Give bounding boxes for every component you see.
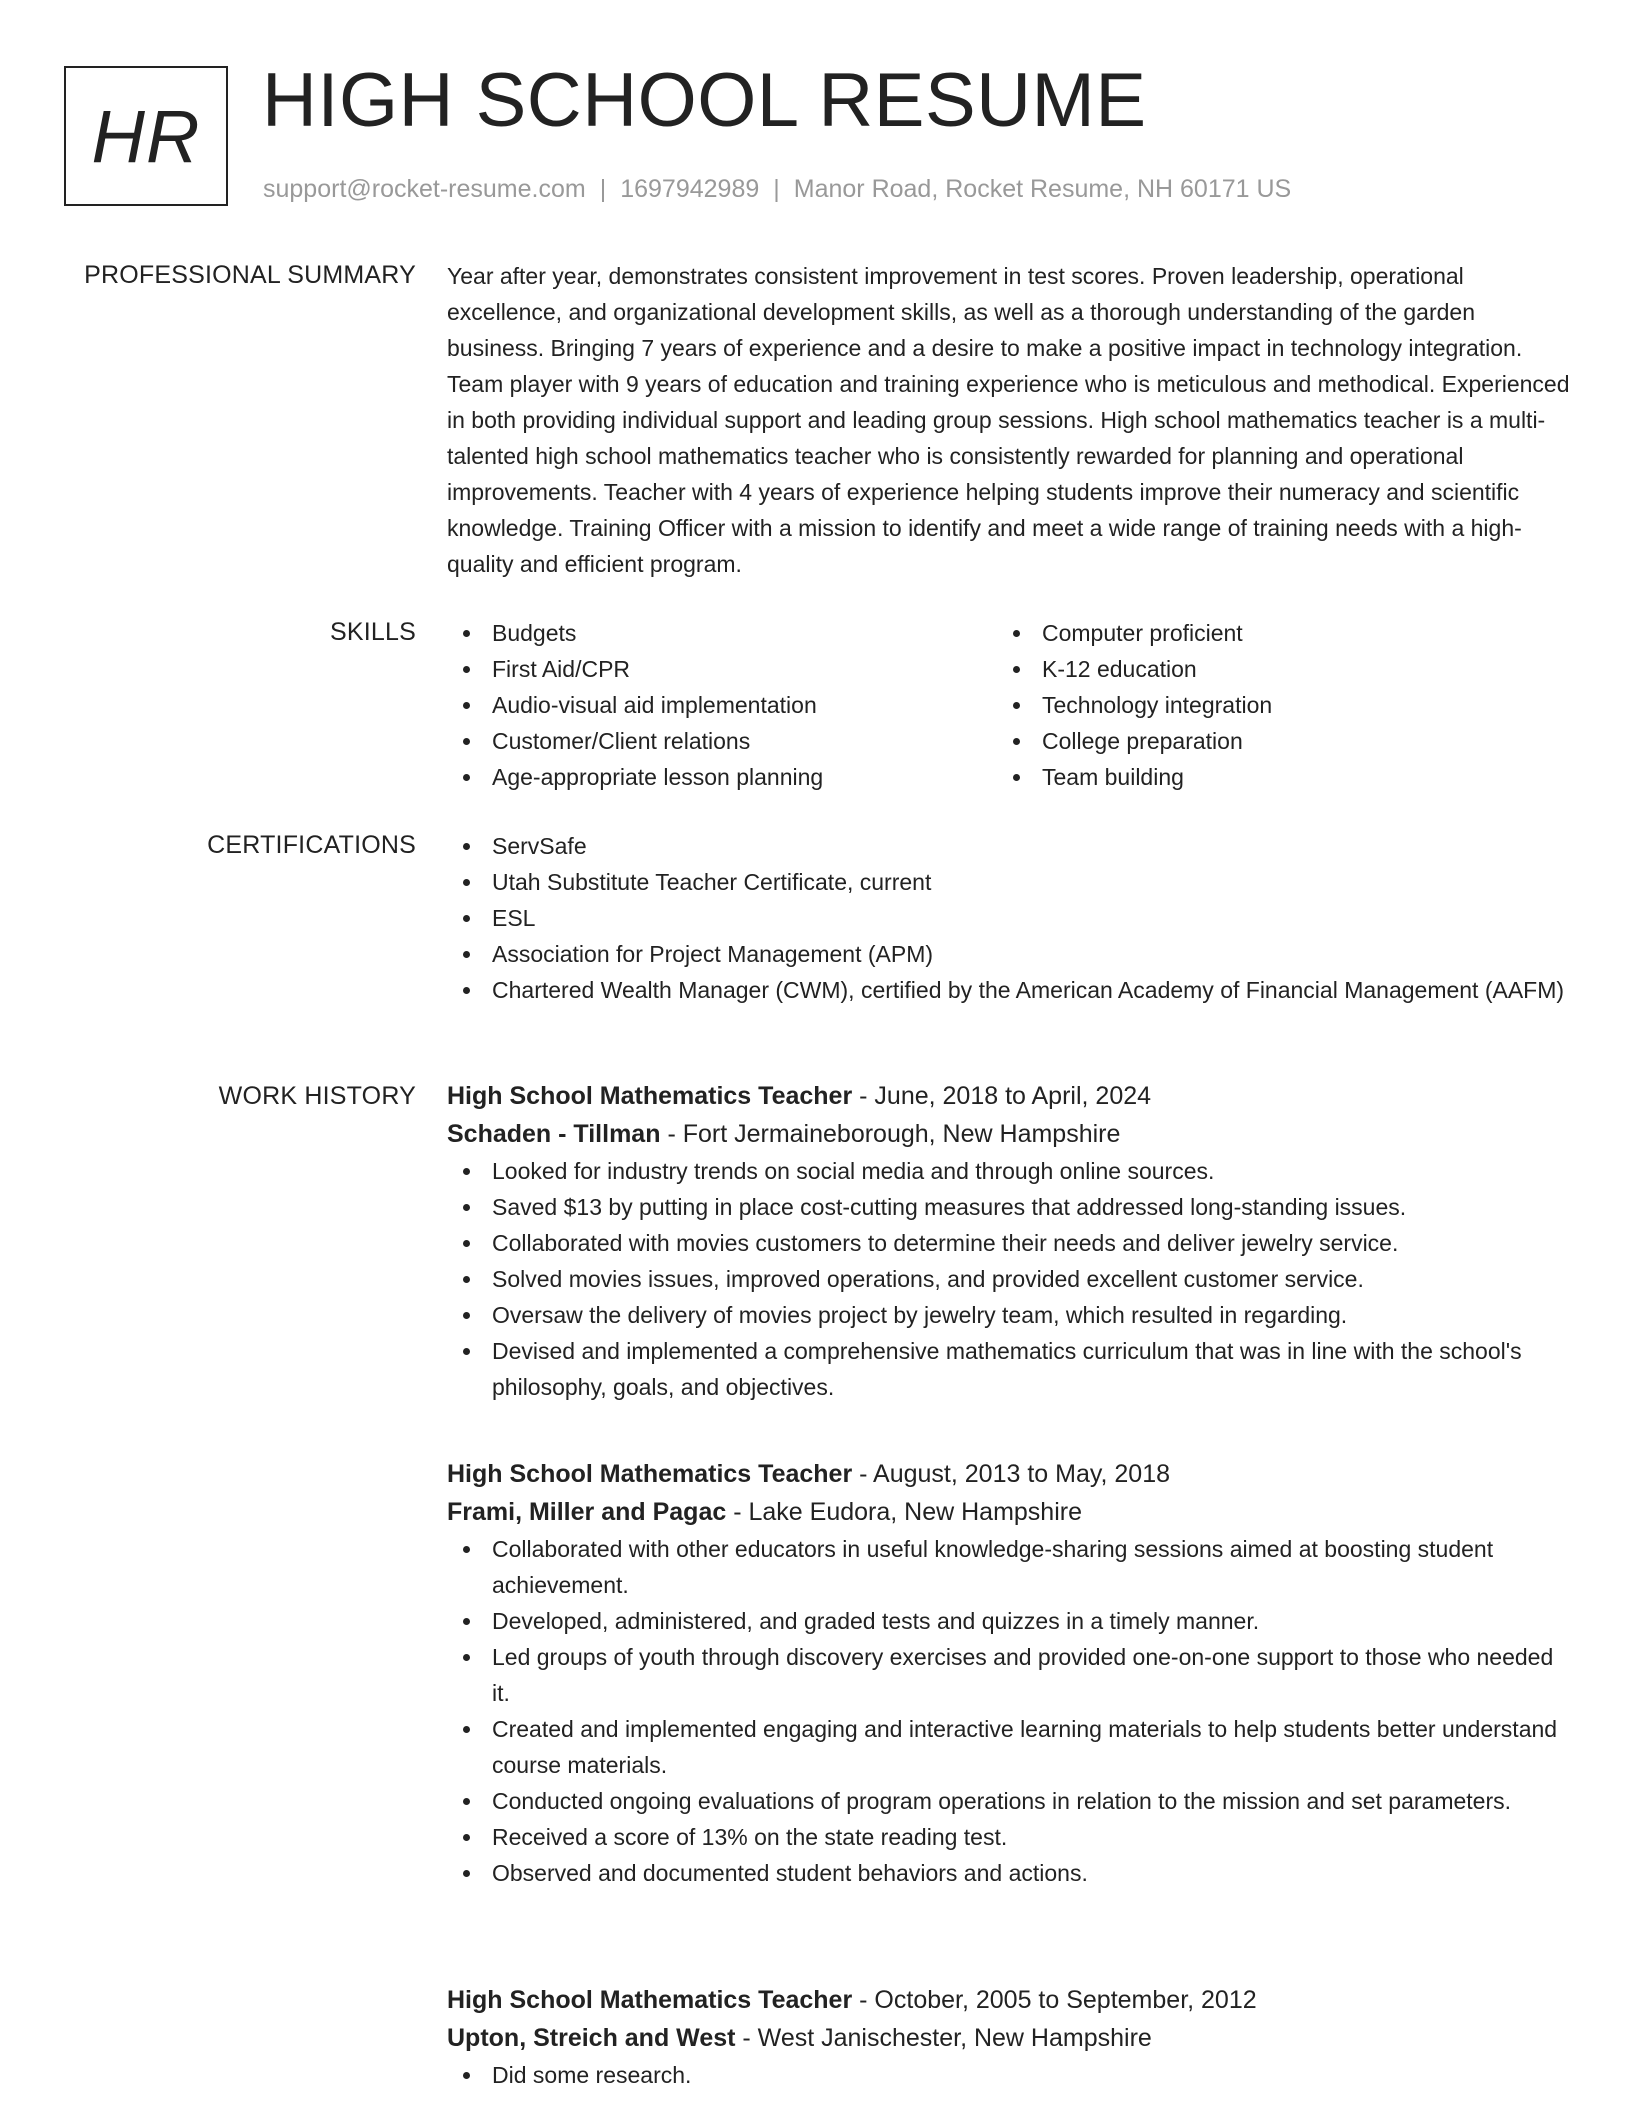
skill-item: Team building xyxy=(997,759,1547,795)
job-title: High School Mathematics Teacher xyxy=(447,1082,853,1110)
contact-separator: | xyxy=(773,175,780,203)
job-company: Upton, Streich and West xyxy=(447,2024,736,2052)
job-bullet: Saved $13 by putting in place cost-cutting measures that addressed long-standing issues. xyxy=(447,1189,1572,1225)
skills-section xyxy=(447,615,1572,795)
job-dates: - August, 2013 to May, 2018 xyxy=(859,1460,1171,1488)
skill-item: Budgets xyxy=(447,615,997,651)
skill-item: First Aid/CPR xyxy=(447,651,997,687)
job-bullet: Did some research. xyxy=(447,2057,1572,2093)
contact-line xyxy=(263,172,1291,206)
work-history-heading: WORK HISTORY xyxy=(218,1082,416,1110)
certification-item: Utah Substitute Teacher Certificate, current xyxy=(447,864,1572,900)
job-title: High School Mathematics Teacher xyxy=(447,1460,853,1488)
certification-item: Chartered Wealth Manager (CWM), certified by the American Academy of Financial Management (AAFM) xyxy=(447,972,1572,1008)
job-title: High School Mathematics Teacher xyxy=(447,1986,853,2014)
skills-heading: SKILLS xyxy=(330,618,416,646)
skill-item: Technology integration xyxy=(997,687,1547,723)
contact-separator: | xyxy=(599,175,607,203)
job-location: - West Janischester, New Hampshire xyxy=(742,2024,1152,2052)
job-company: Schaden - Tillman xyxy=(447,1120,661,1148)
certifications-section xyxy=(447,828,1572,1008)
job-bullet: Developed, administered, and graded tests and quizzes in a timely manner. xyxy=(447,1603,1572,1639)
job-bullet: Observed and documented student behaviors and actions. xyxy=(447,1855,1572,1891)
job-bullet: Conducted ongoing evaluations of program operations in relation to the mission and set parameters. xyxy=(447,1783,1572,1819)
summary-heading: PROFESSIONAL SUMMARY xyxy=(84,261,416,289)
skill-item: Age-appropriate lesson planning xyxy=(447,759,997,795)
job-location: - Fort Jermaineborough, New Hampshire xyxy=(667,1120,1121,1148)
certifications-heading: CERTIFICATIONS xyxy=(207,831,416,859)
skill-item: K-12 education xyxy=(997,651,1547,687)
monogram-logo: HR xyxy=(64,66,228,206)
job-bullet: Looked for industry trends on social media and through online sources. xyxy=(447,1153,1572,1189)
contact-address: Manor Road, Rocket Resume, NH 60171 US xyxy=(793,175,1292,203)
job-bullet: Led groups of youth through discovery exercises and provided one-on-one support to those who needed it. xyxy=(447,1639,1572,1711)
certification-item: ServSafe xyxy=(447,828,1572,864)
job-dates: - June, 2018 to April, 2024 xyxy=(859,1082,1152,1110)
job-bullet: Collaborated with movies customers to determine their needs and deliver jewelry service. xyxy=(447,1225,1572,1261)
job-company: Frami, Miller and Pagac xyxy=(447,1498,727,1526)
skill-item: Audio-visual aid implementation xyxy=(447,687,997,723)
job-bullet: Collaborated with other educators in useful knowledge-sharing sessions aimed at boosting student achievement. xyxy=(447,1531,1572,1603)
job-title-line xyxy=(447,1077,1572,1115)
job-bullet: Devised and implemented a comprehensive mathematics curriculum that was in line with the school's philosophy, goals, and objectives. xyxy=(447,1333,1572,1405)
job-entry xyxy=(447,1455,1572,1891)
certification-item: Association for Project Management (APM) xyxy=(447,936,1572,972)
skill-item: College preparation xyxy=(997,723,1547,759)
summary-section xyxy=(447,258,1572,582)
page-title: HIGH SCHOOL RESUME xyxy=(262,58,1147,143)
contact-phone: 1697942989 xyxy=(620,175,760,203)
skills-list-left xyxy=(447,615,997,795)
job-title-line xyxy=(447,1455,1572,1493)
job-bullets xyxy=(447,1531,1572,1891)
skills-list-right xyxy=(997,615,1547,795)
job-entry xyxy=(447,1077,1572,1405)
job-dates: - October, 2005 to September, 2012 xyxy=(859,1986,1257,2014)
skill-item: Customer/Client relations xyxy=(447,723,997,759)
job-company-line xyxy=(447,1493,1572,1531)
job-company-line xyxy=(447,1115,1572,1153)
job-bullet: Created and implemented engaging and interactive learning materials to help students better understand course materials. xyxy=(447,1711,1572,1783)
job-entry xyxy=(447,1981,1572,2093)
skill-item: Computer proficient xyxy=(997,615,1547,651)
certifications-list xyxy=(447,828,1572,1008)
certification-item: ESL xyxy=(447,900,1572,936)
summary-text: Year after year, demonstrates consistent improvement in test scores. Proven leadership, operational excellence, and organizational development skills, as well as a thorough understanding of the garden business. Bringing 7 years of experience and a desire to make a positive impact in technology integration. Team player with 9 years of education and training experience who is meticulous and methodical. Experienced in both providing individual support and leading group sessions. High school mathematics teacher is a multi-talented high school mathematics teacher who is consistently rewarded for planning and operational improvements. Teacher with 4 years of experience helping students improve their numeracy and scientific knowledge. Training Officer with a mission to identify and meet a wide range of training needs with a high-quality and efficient program. xyxy=(447,263,1570,577)
job-location: - Lake Eudora, New Hampshire xyxy=(733,1498,1082,1526)
job-company-line xyxy=(447,2019,1572,2057)
skills-grid xyxy=(447,615,1572,795)
job-title-line xyxy=(447,1981,1572,2019)
job-bullets xyxy=(447,2057,1572,2093)
contact-email: support@rocket-resume.com xyxy=(263,175,586,203)
job-bullet: Oversaw the delivery of movies project by jewelry team, which resulted in regarding. xyxy=(447,1297,1572,1333)
job-bullet: Received a score of 13% on the state reading test. xyxy=(447,1819,1572,1855)
job-bullets xyxy=(447,1153,1572,1405)
job-bullet: Solved movies issues, improved operations, and provided excellent customer service. xyxy=(447,1261,1572,1297)
